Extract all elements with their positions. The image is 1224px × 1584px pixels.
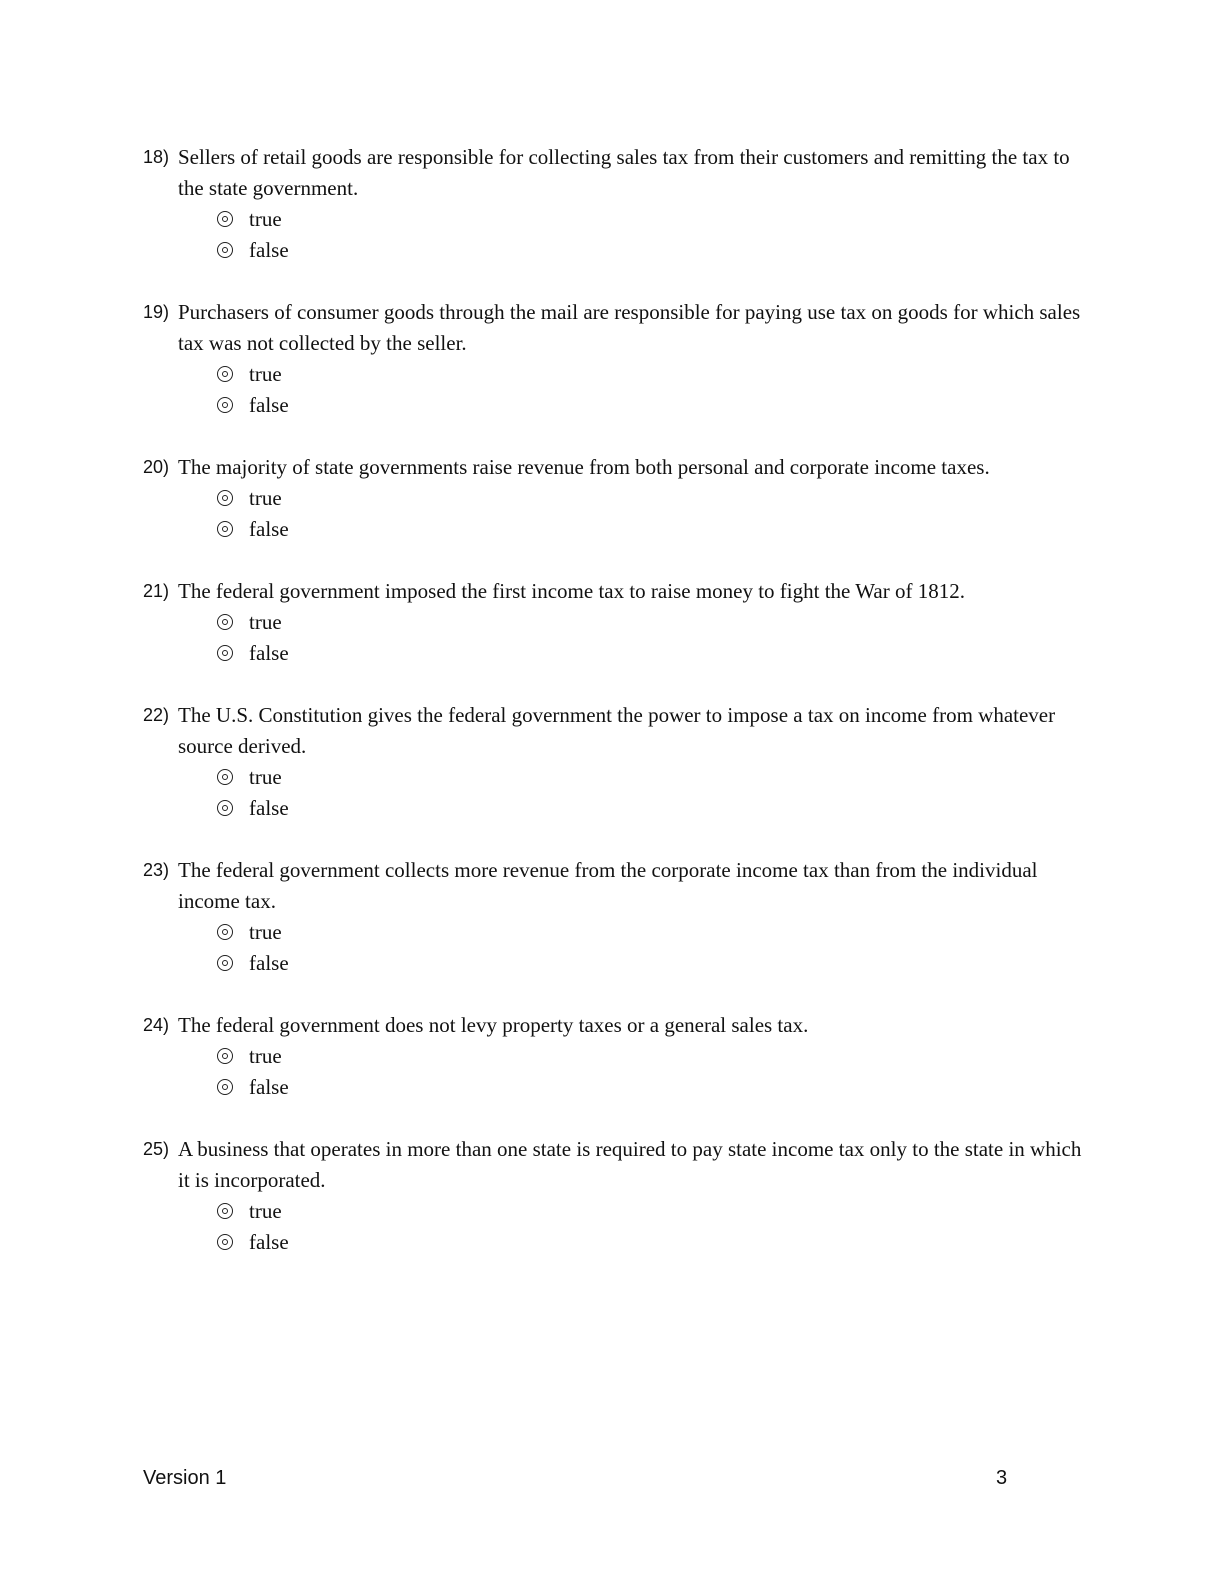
option-label: false: [249, 796, 289, 820]
spacer: [143, 669, 1083, 700]
question-number: 20): [143, 457, 170, 477]
radio-button-icon[interactable]: [217, 1234, 233, 1250]
question-header: [143, 855, 1083, 917]
radio-button-icon[interactable]: [217, 242, 233, 258]
radio-button-icon[interactable]: [217, 1079, 233, 1095]
question-number: 24): [143, 1015, 170, 1035]
question-20: [143, 452, 1083, 545]
question-header: [143, 452, 1083, 483]
option-label: true: [249, 486, 282, 510]
question-19: [143, 297, 1083, 421]
option-label: true: [249, 920, 282, 944]
question-text: The majority of state governments raise revenue from both personal and corporate income taxes.: [178, 455, 990, 479]
question-text: The U.S. Constitution gives the federal government the power to impose a tax on income from whatever source derived.: [178, 703, 1056, 758]
radio-button-icon[interactable]: [217, 645, 233, 661]
answer-options: [143, 359, 1083, 421]
question-header: [143, 1134, 1083, 1196]
option-label: true: [249, 1199, 282, 1223]
option-false[interactable]: [143, 235, 1083, 266]
question-25: [143, 1134, 1083, 1258]
option-label: true: [249, 362, 282, 386]
question-number: 18): [143, 147, 170, 167]
question-21: [143, 576, 1083, 669]
option-true[interactable]: [143, 762, 1083, 793]
radio-button-icon[interactable]: [217, 397, 233, 413]
option-false[interactable]: [143, 1072, 1083, 1103]
footer-page-number: 3: [996, 1467, 1008, 1489]
radio-button-icon[interactable]: [217, 211, 233, 227]
question-24: [143, 1010, 1083, 1103]
option-true[interactable]: [143, 1196, 1083, 1227]
question-number: 19): [143, 302, 170, 322]
option-label: false: [249, 641, 289, 665]
question-list: [143, 142, 1083, 1258]
option-false[interactable]: [143, 1227, 1083, 1258]
question-number: 25): [143, 1139, 170, 1159]
option-label: false: [249, 393, 289, 417]
spacer: [143, 545, 1083, 576]
question-header: [143, 297, 1083, 359]
answer-options: [143, 762, 1083, 824]
option-label: true: [249, 765, 282, 789]
footer-version: Version 1: [143, 1467, 227, 1489]
option-label: false: [249, 1230, 289, 1254]
radio-button-icon[interactable]: [217, 769, 233, 785]
spacer: [143, 421, 1083, 452]
question-header: [143, 700, 1083, 762]
radio-button-icon[interactable]: [217, 521, 233, 537]
question-22: [143, 700, 1083, 824]
option-true[interactable]: [143, 483, 1083, 514]
option-true[interactable]: [143, 607, 1083, 638]
spacer: [143, 824, 1083, 855]
radio-button-icon[interactable]: [217, 490, 233, 506]
answer-options: [143, 204, 1083, 266]
answer-options: [143, 483, 1083, 545]
option-true[interactable]: [143, 204, 1083, 235]
option-label: true: [249, 610, 282, 634]
answer-options: [143, 917, 1083, 979]
radio-button-icon[interactable]: [217, 614, 233, 630]
option-false[interactable]: [143, 638, 1083, 669]
question-number: 21): [143, 581, 170, 601]
option-false[interactable]: [143, 514, 1083, 545]
question-text: Sellers of retail goods are responsible for collecting sales tax from their customers and remitting the tax to the state government.: [178, 145, 1070, 200]
option-false[interactable]: [143, 390, 1083, 421]
question-header: [143, 142, 1083, 204]
radio-button-icon[interactable]: [217, 955, 233, 971]
question-text: The federal government imposed the first income tax to raise money to fight the War of 1812.: [178, 579, 965, 603]
question-text: Purchasers of consumer goods through the mail are responsible for paying use tax on goods for which sales tax was not collected by the seller.: [178, 300, 1081, 355]
option-false[interactable]: [143, 793, 1083, 824]
option-label: false: [249, 238, 289, 262]
question-text: The federal government collects more revenue from the corporate income tax than from the individual income tax.: [178, 858, 1038, 913]
radio-button-icon[interactable]: [217, 924, 233, 940]
question-header: [143, 576, 1083, 607]
option-false[interactable]: [143, 948, 1083, 979]
question-text: The federal government does not levy property taxes or a general sales tax.: [178, 1013, 809, 1037]
question-number: 22): [143, 705, 170, 725]
question-18: [143, 142, 1083, 266]
question-header: [143, 1010, 1083, 1041]
radio-button-icon[interactable]: [217, 800, 233, 816]
radio-button-icon[interactable]: [217, 366, 233, 382]
option-true[interactable]: [143, 359, 1083, 390]
answer-options: [143, 1196, 1083, 1258]
option-label: false: [249, 1075, 289, 1099]
radio-button-icon[interactable]: [217, 1048, 233, 1064]
spacer: [143, 979, 1083, 1010]
answer-options: [143, 607, 1083, 669]
option-true[interactable]: [143, 917, 1083, 948]
question-23: [143, 855, 1083, 979]
radio-button-icon[interactable]: [217, 1203, 233, 1219]
option-true[interactable]: [143, 1041, 1083, 1072]
option-label: true: [249, 207, 282, 231]
option-label: true: [249, 1044, 282, 1068]
answer-options: [143, 1041, 1083, 1103]
option-label: false: [249, 517, 289, 541]
spacer: [143, 266, 1083, 297]
question-number: 23): [143, 860, 170, 880]
spacer: [143, 1103, 1083, 1134]
question-text: A business that operates in more than one state is required to pay state income tax only to the state in which it is incorporated.: [178, 1137, 1082, 1192]
option-label: false: [249, 951, 289, 975]
